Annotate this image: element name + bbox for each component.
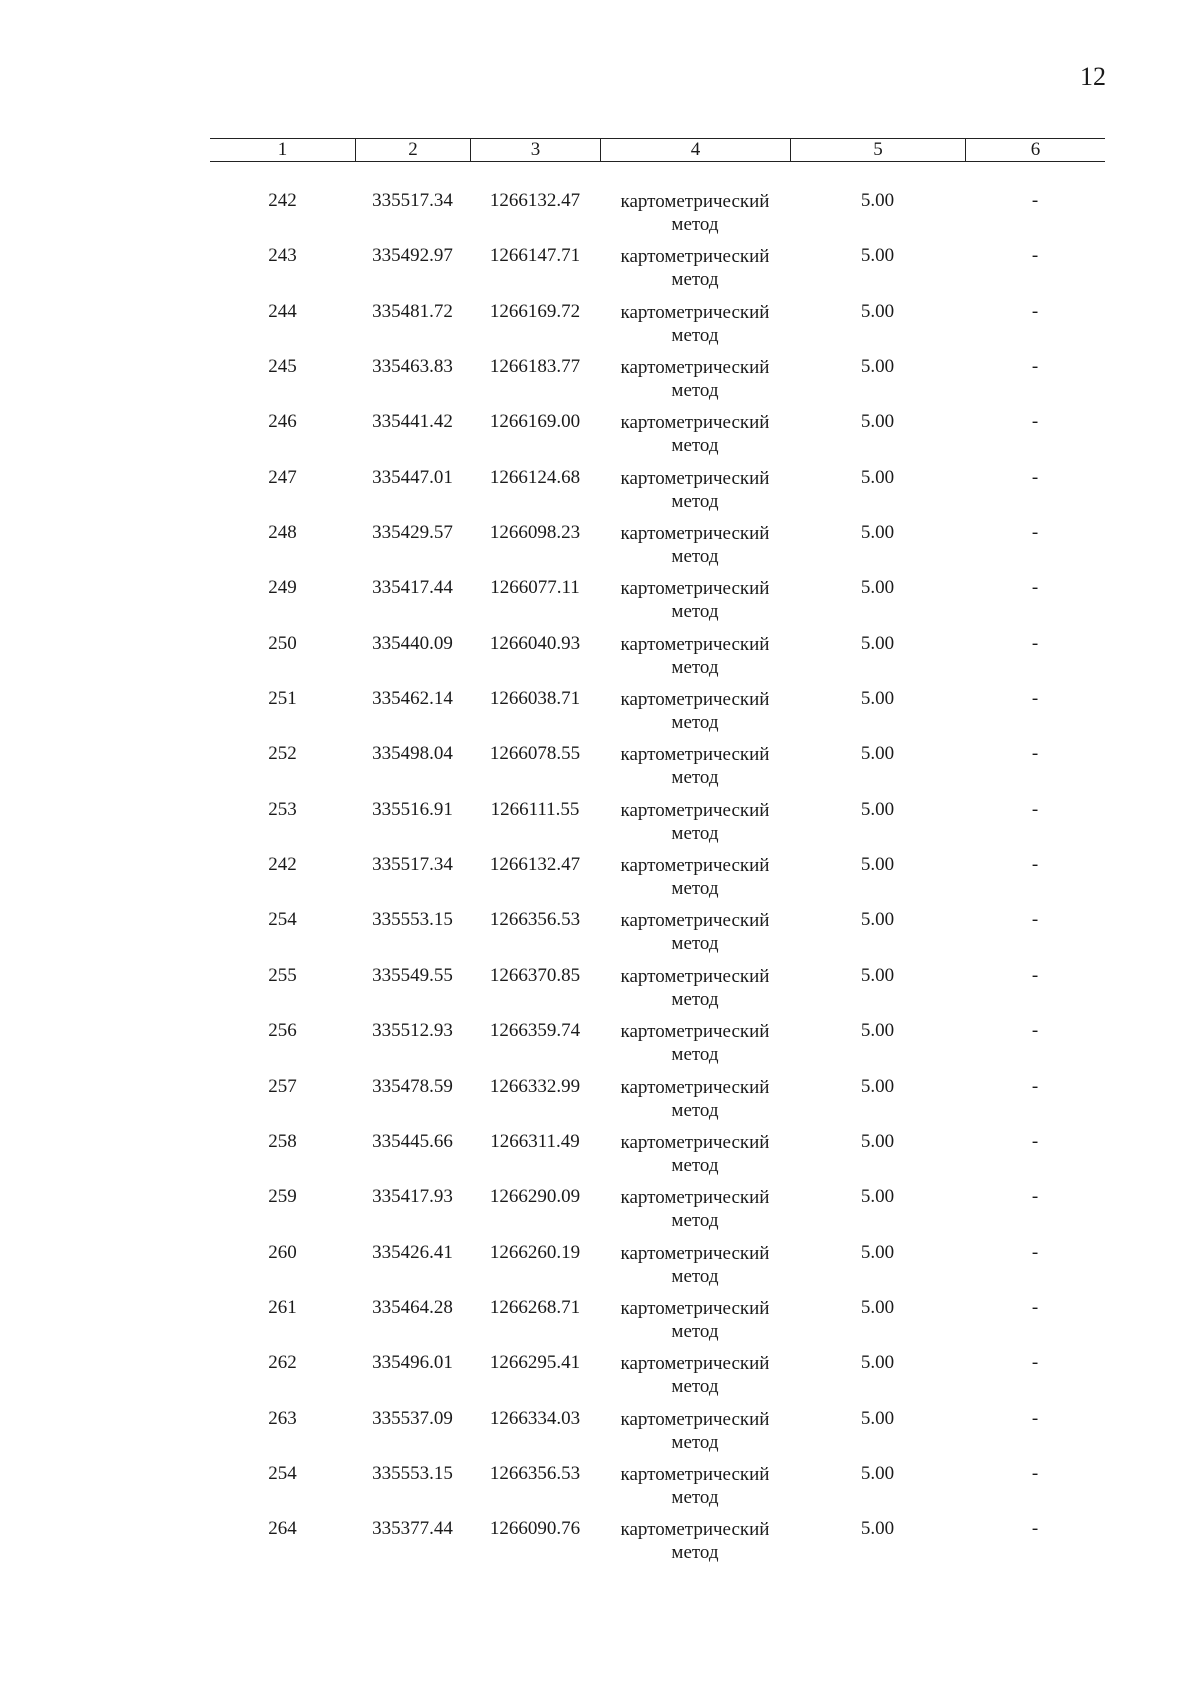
table-row bbox=[210, 1297, 1105, 1352]
header-col-5: 5 bbox=[790, 139, 965, 161]
method-line-1: картометрический bbox=[620, 744, 770, 766]
error-value: 5.00 bbox=[860, 1407, 895, 1429]
page-number: 12 bbox=[1080, 62, 1106, 91]
method-line-2: метод bbox=[671, 1320, 719, 1342]
coordinate-y: 1266169.72 bbox=[489, 300, 581, 322]
method-cell bbox=[600, 799, 790, 845]
note-value: - bbox=[1031, 688, 1039, 710]
coordinate-x: 335377.44 bbox=[372, 1518, 453, 1540]
point-number: 242 bbox=[268, 854, 297, 876]
point-number: 244 bbox=[268, 300, 297, 322]
table-row bbox=[210, 854, 1105, 909]
coordinate-y: 1266090.76 bbox=[489, 1518, 581, 1540]
note-value: - bbox=[1031, 1130, 1039, 1152]
note-value: - bbox=[1031, 909, 1039, 931]
point-number: 242 bbox=[268, 190, 297, 211]
method-line-1: картометрический bbox=[620, 1021, 770, 1043]
header-col-4: 4 bbox=[600, 139, 790, 161]
coordinate-y: 1266077.11 bbox=[490, 577, 580, 599]
method-line-1: картометрический bbox=[620, 301, 770, 323]
method-line-1: картометрический bbox=[620, 523, 770, 545]
error-value: 5.00 bbox=[860, 466, 895, 488]
method-line-1: картометрический bbox=[620, 357, 770, 379]
point-number: 249 bbox=[268, 577, 297, 599]
coordinate-y: 1266147.71 bbox=[489, 245, 581, 267]
method-line-2: метод bbox=[671, 1099, 719, 1121]
method-line-1: картометрический bbox=[620, 689, 770, 711]
method-line-1: картометрический bbox=[620, 412, 770, 434]
note-value: - bbox=[1031, 1352, 1039, 1374]
coordinate-y: 1266183.77 bbox=[489, 356, 581, 378]
coordinate-y: 1266098.23 bbox=[489, 522, 581, 544]
method-cell bbox=[600, 1076, 790, 1122]
table-row bbox=[210, 522, 1105, 577]
table-row bbox=[210, 1518, 1105, 1573]
point-number: 250 bbox=[268, 632, 297, 654]
coordinate-x: 335512.93 bbox=[372, 1020, 453, 1042]
error-value: 5.00 bbox=[860, 1020, 895, 1042]
note-value: - bbox=[1031, 964, 1039, 986]
coordinate-x: 335498.04 bbox=[372, 743, 453, 765]
coordinate-x: 335445.66 bbox=[372, 1130, 453, 1152]
point-number: 260 bbox=[268, 1241, 297, 1263]
coordinate-y: 1266356.53 bbox=[489, 1462, 581, 1484]
table-row bbox=[210, 1463, 1105, 1518]
point-number: 256 bbox=[268, 1020, 297, 1042]
point-number: 262 bbox=[268, 1352, 297, 1374]
error-value: 5.00 bbox=[860, 688, 895, 710]
error-value: 5.00 bbox=[860, 743, 895, 765]
method-line-2: метод bbox=[671, 1376, 719, 1398]
coordinate-y: 1266334.03 bbox=[489, 1407, 581, 1429]
error-value: 5.00 bbox=[860, 577, 895, 599]
error-value: 5.00 bbox=[860, 1130, 895, 1152]
method-line-1: картометрический bbox=[620, 1131, 770, 1153]
method-line-2: метод bbox=[671, 1154, 719, 1176]
table-row bbox=[210, 909, 1105, 964]
note-value: - bbox=[1031, 356, 1039, 378]
error-value: 5.00 bbox=[860, 909, 895, 931]
error-value: 5.00 bbox=[860, 1518, 895, 1540]
coordinate-x: 335517.34 bbox=[372, 854, 453, 876]
method-line-2: метод bbox=[671, 546, 719, 568]
coordinate-x: 335440.09 bbox=[372, 632, 453, 654]
point-number: 254 bbox=[268, 909, 297, 931]
method-line-2: метод bbox=[671, 988, 719, 1010]
error-value: 5.00 bbox=[860, 190, 895, 211]
method-cell bbox=[600, 1518, 790, 1564]
method-line-1: картометрический bbox=[620, 1187, 770, 1209]
point-number: 251 bbox=[268, 688, 297, 710]
error-value: 5.00 bbox=[860, 632, 895, 654]
coordinate-x: 335492.97 bbox=[372, 245, 453, 267]
method-cell bbox=[600, 301, 790, 347]
table-row bbox=[210, 799, 1105, 854]
method-cell bbox=[600, 411, 790, 457]
coordinate-y: 1266268.71 bbox=[489, 1296, 581, 1318]
point-number: 255 bbox=[268, 964, 297, 986]
coordinate-x: 335496.01 bbox=[372, 1352, 453, 1374]
note-value: - bbox=[1031, 300, 1039, 322]
table-row bbox=[210, 633, 1105, 688]
error-value: 5.00 bbox=[860, 964, 895, 986]
method-cell bbox=[600, 577, 790, 623]
method-line-1: картометрический bbox=[620, 965, 770, 987]
error-value: 5.00 bbox=[860, 1462, 895, 1484]
note-value: - bbox=[1031, 190, 1039, 211]
table-row bbox=[210, 1352, 1105, 1407]
method-cell bbox=[600, 1463, 790, 1509]
method-cell bbox=[600, 909, 790, 955]
coordinate-x: 335447.01 bbox=[372, 466, 453, 488]
method-line-1: картометрический bbox=[620, 855, 770, 877]
note-value: - bbox=[1031, 743, 1039, 765]
coordinate-y: 1266169.00 bbox=[489, 411, 581, 433]
note-value: - bbox=[1031, 1296, 1039, 1318]
method-cell bbox=[600, 743, 790, 789]
method-cell bbox=[600, 467, 790, 513]
method-cell bbox=[600, 633, 790, 679]
coordinate-y: 1266038.71 bbox=[489, 688, 581, 710]
method-line-2: метод bbox=[671, 1431, 719, 1453]
method-line-2: метод bbox=[671, 1542, 719, 1564]
method-line-1: картометрический bbox=[620, 1076, 770, 1098]
error-value: 5.00 bbox=[860, 356, 895, 378]
method-line-2: метод bbox=[671, 490, 719, 512]
method-line-1: картометрический bbox=[620, 799, 770, 821]
table-row bbox=[210, 577, 1105, 632]
header-col-6: 6 bbox=[965, 139, 1105, 161]
coordinate-y: 1266078.55 bbox=[489, 743, 581, 765]
method-line-2: метод bbox=[671, 324, 719, 346]
note-value: - bbox=[1031, 1075, 1039, 1097]
note-value: - bbox=[1031, 1518, 1039, 1540]
coordinate-x: 335481.72 bbox=[372, 300, 453, 322]
method-cell bbox=[600, 1242, 790, 1288]
method-line-2: метод bbox=[671, 380, 719, 402]
table-row bbox=[210, 688, 1105, 743]
coordinate-x: 335417.44 bbox=[372, 577, 453, 599]
note-value: - bbox=[1031, 1186, 1039, 1208]
point-number: 243 bbox=[268, 245, 297, 267]
coordinate-x: 335549.55 bbox=[372, 964, 453, 986]
table-body bbox=[210, 190, 1105, 1574]
error-value: 5.00 bbox=[860, 522, 895, 544]
method-line-2: метод bbox=[671, 601, 719, 623]
note-value: - bbox=[1031, 466, 1039, 488]
method-cell bbox=[600, 1297, 790, 1343]
note-value: - bbox=[1031, 632, 1039, 654]
coordinate-x: 335478.59 bbox=[372, 1075, 453, 1097]
error-value: 5.00 bbox=[860, 1241, 895, 1263]
coordinate-x: 335426.41 bbox=[372, 1241, 453, 1263]
method-cell bbox=[600, 190, 790, 236]
table-row bbox=[210, 1242, 1105, 1297]
method-line-2: метод bbox=[671, 214, 719, 235]
note-value: - bbox=[1031, 1020, 1039, 1042]
table-row bbox=[210, 1186, 1105, 1241]
point-number: 258 bbox=[268, 1130, 297, 1152]
coordinate-y: 1266290.09 bbox=[489, 1186, 581, 1208]
coordinate-y: 1266370.85 bbox=[489, 964, 581, 986]
coordinate-x: 335553.15 bbox=[372, 1462, 453, 1484]
note-value: - bbox=[1031, 577, 1039, 599]
coordinate-x: 335537.09 bbox=[372, 1407, 453, 1429]
method-line-2: метод bbox=[671, 878, 719, 900]
error-value: 5.00 bbox=[860, 854, 895, 876]
table-row bbox=[210, 467, 1105, 522]
error-value: 5.00 bbox=[860, 245, 895, 267]
coordinate-y: 1266124.68 bbox=[489, 466, 581, 488]
error-value: 5.00 bbox=[860, 411, 895, 433]
method-line-1: картометрический bbox=[620, 1297, 770, 1319]
point-number: 263 bbox=[268, 1407, 297, 1429]
method-cell bbox=[600, 688, 790, 734]
error-value: 5.00 bbox=[860, 300, 895, 322]
method-cell bbox=[600, 1020, 790, 1066]
coordinate-y: 1266132.47 bbox=[489, 854, 581, 876]
coordinate-y: 1266359.74 bbox=[489, 1020, 581, 1042]
error-value: 5.00 bbox=[860, 1352, 895, 1374]
method-line-2: метод bbox=[671, 1265, 719, 1287]
method-line-2: метод bbox=[671, 822, 719, 844]
method-line-1: картометрический bbox=[620, 1463, 770, 1485]
method-cell bbox=[600, 356, 790, 402]
method-line-1: картометрический bbox=[620, 1353, 770, 1375]
point-number: 257 bbox=[268, 1075, 297, 1097]
coordinate-x: 335417.93 bbox=[372, 1186, 453, 1208]
method-cell bbox=[600, 1131, 790, 1177]
method-line-2: метод bbox=[671, 435, 719, 457]
coordinate-x: 335464.28 bbox=[372, 1296, 453, 1318]
method-line-2: метод bbox=[671, 1044, 719, 1066]
table-row bbox=[210, 1076, 1105, 1131]
method-line-2: метод bbox=[671, 269, 719, 291]
error-value: 5.00 bbox=[860, 798, 895, 820]
coordinate-y: 1266295.41 bbox=[489, 1352, 581, 1374]
method-line-1: картометрический bbox=[620, 910, 770, 932]
coordinate-y: 1266040.93 bbox=[489, 632, 581, 654]
coordinate-y: 1266332.99 bbox=[489, 1075, 581, 1097]
note-value: - bbox=[1031, 411, 1039, 433]
table-row bbox=[210, 245, 1105, 300]
coordinate-y: 1266260.19 bbox=[489, 1241, 581, 1263]
coordinate-x: 335553.15 bbox=[372, 909, 453, 931]
table-row bbox=[210, 190, 1105, 245]
header-col-1: 1 bbox=[277, 139, 288, 160]
coordinate-x: 335462.14 bbox=[372, 688, 453, 710]
point-number: 261 bbox=[268, 1296, 297, 1318]
table-row bbox=[210, 1408, 1105, 1463]
point-number: 264 bbox=[268, 1518, 297, 1540]
method-line-1: картометрический bbox=[620, 1242, 770, 1264]
method-cell bbox=[600, 1186, 790, 1232]
point-number: 245 bbox=[268, 356, 297, 378]
note-value: - bbox=[1031, 1407, 1039, 1429]
coordinates-table bbox=[210, 138, 1105, 1564]
header-col-3: 3 bbox=[470, 139, 600, 161]
coordinate-y: 1266356.53 bbox=[489, 909, 581, 931]
point-number: 248 bbox=[268, 522, 297, 544]
method-cell bbox=[600, 965, 790, 1011]
point-number: 253 bbox=[268, 798, 297, 820]
table-row bbox=[210, 743, 1105, 798]
table-row bbox=[210, 1020, 1105, 1075]
table-row bbox=[210, 1131, 1105, 1186]
method-line-2: метод bbox=[671, 656, 719, 678]
method-line-1: картометрический bbox=[620, 1408, 770, 1430]
method-cell bbox=[600, 854, 790, 900]
method-line-1: картометрический bbox=[620, 1519, 770, 1541]
table-header-row bbox=[210, 138, 1105, 162]
note-value: - bbox=[1031, 1462, 1039, 1484]
method-line-2: метод bbox=[671, 1486, 719, 1508]
method-cell bbox=[600, 522, 790, 568]
coordinate-x: 335463.83 bbox=[372, 356, 453, 378]
method-cell bbox=[600, 1352, 790, 1398]
point-number: 247 bbox=[268, 466, 297, 488]
point-number: 254 bbox=[268, 1462, 297, 1484]
table-row bbox=[210, 411, 1105, 466]
header-col-2: 2 bbox=[355, 139, 470, 161]
error-value: 5.00 bbox=[860, 1296, 895, 1318]
coordinate-x: 335517.34 bbox=[372, 190, 453, 211]
coordinate-x: 335441.42 bbox=[372, 411, 453, 433]
point-number: 259 bbox=[268, 1186, 297, 1208]
method-cell bbox=[600, 245, 790, 291]
coordinate-y: 1266111.55 bbox=[490, 798, 580, 820]
error-value: 5.00 bbox=[860, 1075, 895, 1097]
method-line-1: картометрический bbox=[620, 467, 770, 489]
note-value: - bbox=[1031, 522, 1039, 544]
method-line-1: картометрический bbox=[620, 246, 770, 268]
coordinate-y: 1266132.47 bbox=[489, 190, 581, 211]
method-line-2: метод bbox=[671, 933, 719, 955]
table-row bbox=[210, 965, 1105, 1020]
method-line-2: метод bbox=[671, 712, 719, 734]
point-number: 246 bbox=[268, 411, 297, 433]
note-value: - bbox=[1031, 798, 1039, 820]
coordinate-y: 1266311.49 bbox=[490, 1130, 580, 1152]
table-row bbox=[210, 301, 1105, 356]
table-row bbox=[210, 356, 1105, 411]
coordinate-x: 335429.57 bbox=[372, 522, 453, 544]
method-line-1: картометрический bbox=[620, 633, 770, 655]
note-value: - bbox=[1031, 1241, 1039, 1263]
method-line-2: метод bbox=[671, 1210, 719, 1232]
method-line-1: картометрический bbox=[620, 191, 770, 212]
coordinate-x: 335516.91 bbox=[372, 798, 453, 820]
note-value: - bbox=[1031, 245, 1039, 267]
point-number: 252 bbox=[268, 743, 297, 765]
method-line-1: картометрический bbox=[620, 578, 770, 600]
method-line-2: метод bbox=[671, 767, 719, 789]
method-cell bbox=[600, 1408, 790, 1454]
note-value: - bbox=[1031, 854, 1039, 876]
error-value: 5.00 bbox=[860, 1186, 895, 1208]
